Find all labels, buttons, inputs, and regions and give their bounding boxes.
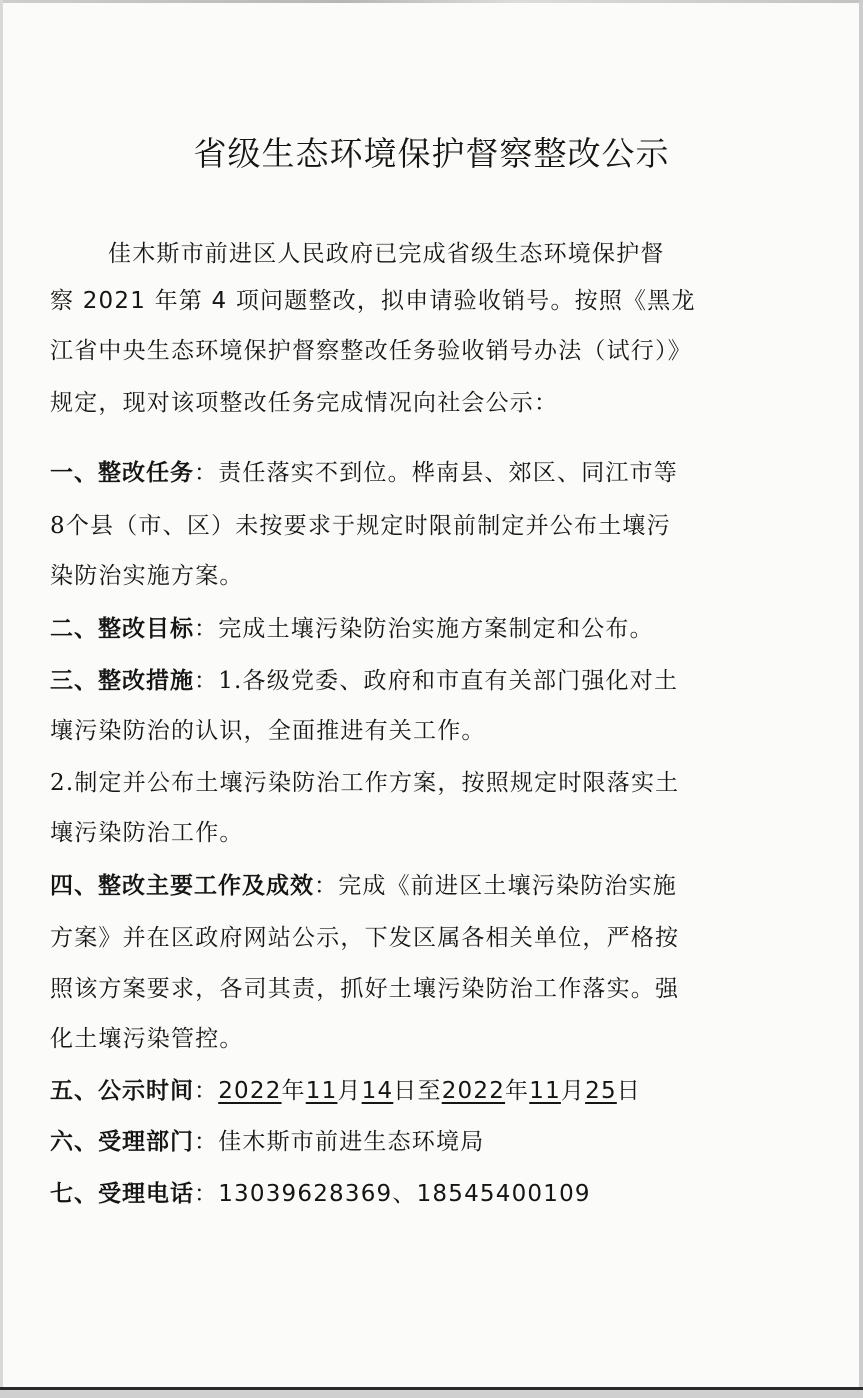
- end-year: 2022: [441, 1078, 506, 1104]
- page-title: 省级生态环境保护督察整改公示: [193, 134, 670, 173]
- section-6-text: ：佳木斯市前进生态环境局: [194, 1129, 485, 1155]
- section-3-line-3: 2.制定并公布土壤污染防治工作方案，按照规定时限落实土: [50, 770, 680, 796]
- scan-top-edge: [0, 0, 863, 3]
- section-6-heading: 六、受理部门: [50, 1129, 194, 1155]
- date-text: 月: [560, 1078, 586, 1104]
- section-3-line-4: 壤污染防治工作。: [50, 820, 244, 846]
- section-2-text: ：完成土壤污染防治实施方案制定和公布。: [194, 616, 654, 642]
- end-day: 25: [585, 1078, 617, 1104]
- section-4-line-3: 照该方案要求，各司其责，抓好土壤污染防治工作落实。强: [50, 976, 680, 1002]
- intro-line-3: 江省中央生态环境保护督察整改任务验收销号办法（试行）》: [50, 338, 692, 364]
- section-7-heading: 七、受理电话: [50, 1181, 194, 1207]
- intro-year: 2021: [82, 288, 147, 314]
- section-5-line-1: [50, 1065, 750, 1117]
- section-1-text: ：责任落实不到位。桦南县、郊区、同江市等: [194, 460, 678, 486]
- section-1-heading: 一、整改任务: [50, 460, 194, 486]
- section-3-heading: 三、整改措施: [50, 668, 194, 694]
- section-4-line-4: 化土壤污染管控。: [50, 1026, 244, 1052]
- phone-numbers: ：13039628369、18545400109: [194, 1181, 591, 1207]
- section-1-line-2: 8个县（市、区）未按要求于规定时限前制定并公布土壤污: [50, 513, 671, 539]
- section-3-text: ：1.各级党委、政府和市直有关部门强化对土: [194, 668, 679, 694]
- section-5-heading: 五、公示时间: [50, 1078, 194, 1104]
- intro-text: 项问题整改，拟申请验收销号。按照《黑龙: [235, 288, 696, 314]
- section-5-colon: ：: [194, 1078, 219, 1104]
- section-4-heading: 四、整改主要工作及成效: [50, 873, 314, 899]
- section-1-line-1: [50, 447, 750, 499]
- scan-right-edge: [859, 0, 863, 1398]
- date-text: 年: [505, 1078, 530, 1104]
- scan-bottom-edge: [0, 1390, 863, 1398]
- section-7-line-1: [50, 1168, 750, 1220]
- section-3-line-2: 壤污染防治的认识，全面推进有关工作。: [50, 718, 486, 744]
- date-text: 日至: [393, 1078, 442, 1104]
- section-4-line-2: 方案》并在区政府网站公示，下发区属各相关单位，严格按: [50, 925, 680, 951]
- intro-text: 察: [50, 288, 75, 314]
- start-month: 11: [305, 1078, 338, 1104]
- section-4-text: ：完成《前进区土壤污染防治实施: [314, 873, 677, 899]
- section-1-line-3: 染防治实施方案。: [50, 563, 244, 589]
- section-3-line-1: [50, 655, 750, 707]
- start-year: 2022: [218, 1078, 282, 1104]
- intro-item-number: 4: [211, 288, 228, 314]
- intro-text: 年第: [154, 288, 203, 314]
- start-day: 14: [361, 1078, 394, 1104]
- section-6-line-1: [50, 1116, 750, 1168]
- intro-line-2: [50, 275, 750, 327]
- section-2-heading: 二、整改目标: [50, 616, 194, 642]
- end-month: 11: [529, 1078, 561, 1104]
- intro-line-1: 佳木斯市前进区人民政府已完成省级生态环境保护督: [108, 241, 665, 267]
- date-text: 年: [281, 1078, 306, 1104]
- intro-line-4: 规定，现对该项整改任务完成情况向社会公示：: [50, 390, 559, 416]
- date-text: 日: [616, 1078, 641, 1104]
- date-text: 月: [337, 1078, 362, 1104]
- section-4-line-1: [50, 860, 750, 912]
- section-2-line-1: [50, 603, 750, 655]
- scan-left-edge: [0, 0, 3, 1398]
